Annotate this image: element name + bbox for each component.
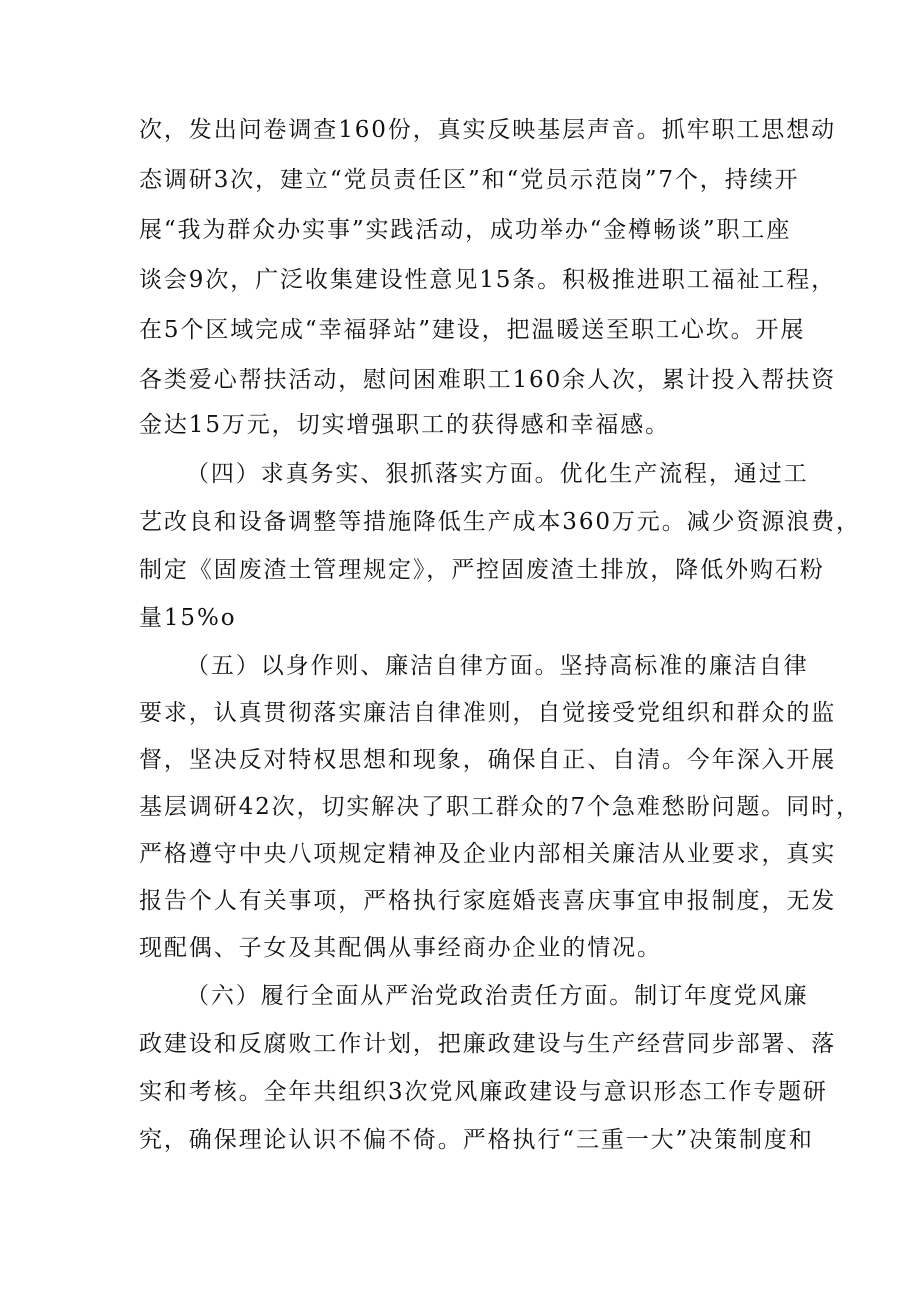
text-line: 究，确保理论认识不偏不倚。严格执行“三重一大”决策制度和 bbox=[139, 1127, 814, 1153]
text-line: 艺改良和设备调整等措施降低生产成本360万元。减少资源浪费， bbox=[139, 509, 861, 535]
section-six-heading-line: （六）履行全面从严治党政治责任方面。制订年度党风廉 bbox=[186, 983, 809, 1009]
text-line: 展“我为群众办实事”实践活动，成功举办“金樽畅谈”职工座 bbox=[139, 217, 792, 243]
text-line: 在5个区域完成“幸福驿站”建设，把温暖送至职工心坎。开展 bbox=[139, 317, 806, 343]
text-line: 政建设和反腐败工作计划，把廉政建设与生产经营同步部署、落 bbox=[139, 1031, 837, 1057]
text-line: 各类爱心帮扶活动，慰问困难职工160余人次，累计投入帮扶资 bbox=[139, 367, 836, 393]
text-line: 谈会9次，广泛收集建设性意见15条。积极推进职工福祉工程， bbox=[139, 267, 836, 293]
text-line: 量15%o bbox=[139, 605, 237, 631]
text-line: 严格遵守中央八项规定精神及企业内部相关廉洁从业要求，真实 bbox=[139, 841, 837, 867]
text-line: 基层调研42次，切实解决了职工群众的7个急难愁盼问题。同时， bbox=[139, 794, 861, 820]
text-line: 报告个人有关事项，严格执行家庭婚丧喜庆事宜申报制度，无发 bbox=[139, 888, 837, 914]
text-line: 现配偶、子女及其配偶从事经商办企业的情况。 bbox=[139, 935, 662, 961]
text-line: 制定《固废渣土管理规定》，严控固废渣土排放，降低外购石粉 bbox=[139, 557, 825, 583]
text-line: 实和考核。全年共组织3次党风廉政建设与意识形态工作专题研 bbox=[139, 1079, 828, 1105]
section-four-heading-line: （四）求真务实、狠抓落实方面。优化生产流程，通过工 bbox=[186, 461, 809, 487]
text-line: 金达15万元，切实增强职工的获得感和幸福感。 bbox=[139, 412, 671, 438]
text-line: 督，坚决反对特权思想和现象，确保自正、自清。今年深入开展 bbox=[139, 747, 837, 773]
section-five-heading-line: （五）以身作则、廉洁自律方面。坚持高标准的廉洁自律 bbox=[186, 653, 809, 679]
text-line: 要求，认真贯彻落实廉洁自律准则，自觉接受党组织和群众的监 bbox=[139, 700, 837, 726]
text-line: 态调研3次，建立“党员责任区”和“党员示范岗”7个，持续开 bbox=[139, 167, 800, 193]
text-line: 次，发出问卷调查160份，真实反映基层声音。抓牢职工思想动 bbox=[139, 117, 836, 143]
